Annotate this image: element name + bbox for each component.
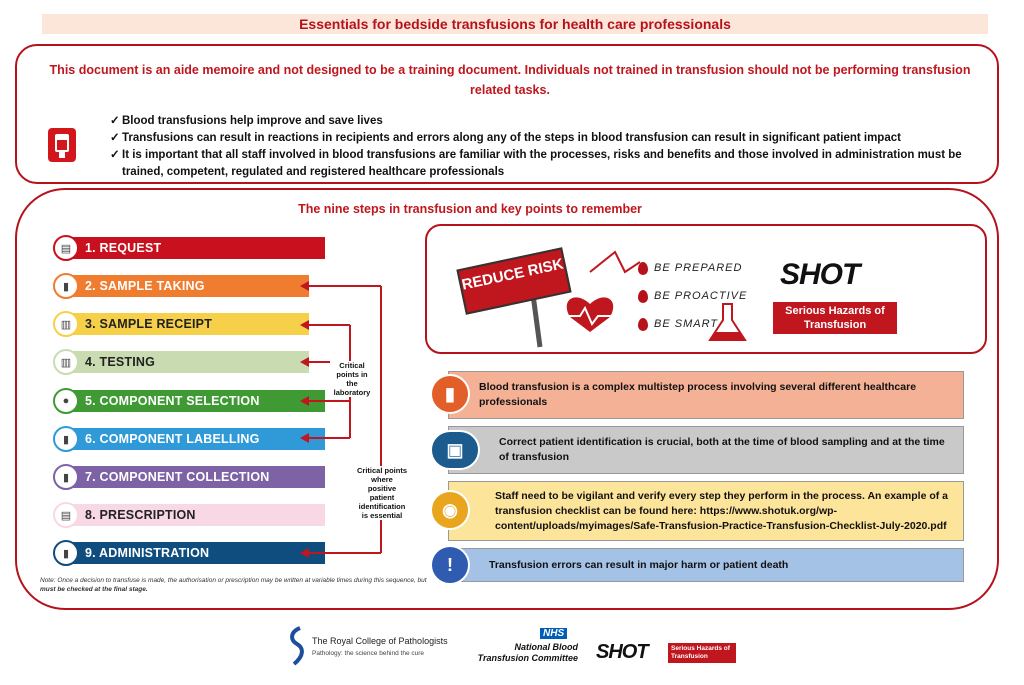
exclamation-icon: ! [430,545,470,585]
transfusion-bag-icon: ▮ [53,540,79,566]
step-bar: 6. COMPONENT LABELLING [73,428,325,450]
check-icon: ✓ [110,132,120,144]
blood-bag-collection-icon: ▮ [53,464,79,490]
nhs-logo: NHS [540,628,567,639]
footer-shot-subtitle: Serious Hazards of Transfusion [668,643,736,663]
be-smart-text: BE SMART [654,318,719,330]
check-icon: ✓ [110,115,120,127]
footer-shot-logo: SHOT [596,641,648,663]
footnote: Note: Once a decision to transfuse is made, the authorisation or prescription may be written at variable times during this sequence, but must be checked at the final stage. [40,577,427,593]
critical-lab-label: Critical points in the laboratory [330,361,374,397]
blood-drop-icon [638,290,648,303]
sample-tube-icon: ▮ [53,273,79,299]
blood-components-icon: ● [53,388,79,414]
nine-steps-title: The nine steps in transfusion and key points to remember [298,202,642,216]
test-tubes-icon: ▥ [53,349,79,375]
info-box-complex-process: Blood transfusion is a complex multistep process involving several different healthcare professionals [448,371,964,419]
info-box-patient-id: Correct patient identification is crucial, both at the time of blood sampling and at the time of transfusion [448,426,964,474]
request-form-icon: ▤ [53,235,79,261]
page-title: Essentials for bedside transfusions for health care professionals [299,16,731,32]
shot-logo: SHOT [780,258,860,291]
critical-patient-id-label: Critical points where positive patient identification is essential [356,466,407,520]
step-bar: 1. REQUEST [73,237,325,259]
be-prepared-text: BE PREPARED [654,262,743,274]
bullet-item: ✓ It is important that all staff involved in blood transfusions are familiar with the processes, risks and benefits and those involved in administration must be trained, competent, regulated and registered healthcare professionals [110,149,962,178]
info-box-vigilance: Staff need to be vigilant and verify every step they perform in the process. An example of a transfusion checklist can be found here: https://www.shotuk.org/wp-content/uploads/myimages/Safe-Transfusion-Practice-Transfusion-Checklist-July-2020.pdf [448,481,964,541]
be-proactive-text: BE PROACTIVE [654,290,748,302]
blood-drop-icon [638,318,648,331]
rcpath-logo-icon [286,626,308,666]
nbtc-line1: National Blood [514,642,578,652]
blood-drop-icon [638,262,648,275]
rcpath-title: The Royal College of Pathologists [312,636,448,646]
step-bar: 2. SAMPLE TAKING [73,275,309,297]
step-bar: 3. SAMPLE RECEIPT [73,313,309,335]
step-bar: 7. COMPONENT COLLECTION [73,466,325,488]
step-bar: 5. COMPONENT SELECTION [73,390,325,412]
step-bar: 8. PRESCRIPTION [73,504,325,526]
patient-id-icon: ▣ [430,430,480,470]
sample-rack-icon: ▥ [53,311,79,337]
bullet-item: ✓ Blood transfusions help improve and save lives [110,113,990,130]
bullet-item: ✓ Transfusions can result in reactions in recipients and errors along any of the steps in blood transfusion can result in significant patient impact [110,130,990,147]
check-icon: ✓ [110,149,120,161]
step-bar: 9. ADMINISTRATION [73,542,325,564]
eye-icon: ◉ [430,490,470,530]
rcpath-subtitle: Pathology: the science behind the cure [312,650,425,657]
labelled-bag-icon: ▮ [53,426,79,452]
prescription-clipboard-icon: ▤ [53,502,79,528]
disclaimer-text: This document is an aide memoire and not designed to be a training document. Individuals not trained in transfusion should not be performing transfusion related tasks. [49,63,971,97]
nbtc-line2: Transfusion Committee [477,653,578,663]
reduce-risk-sign: REDUCE RISK [456,247,571,314]
shot-subtitle: Serious Hazards of Transfusion [773,302,897,334]
step-bar: 4. TESTING [73,351,309,373]
info-box-errors: Transfusion errors can result in major harm or patient death [448,548,964,582]
transfusion-bag-icon: ▮ [430,374,470,414]
